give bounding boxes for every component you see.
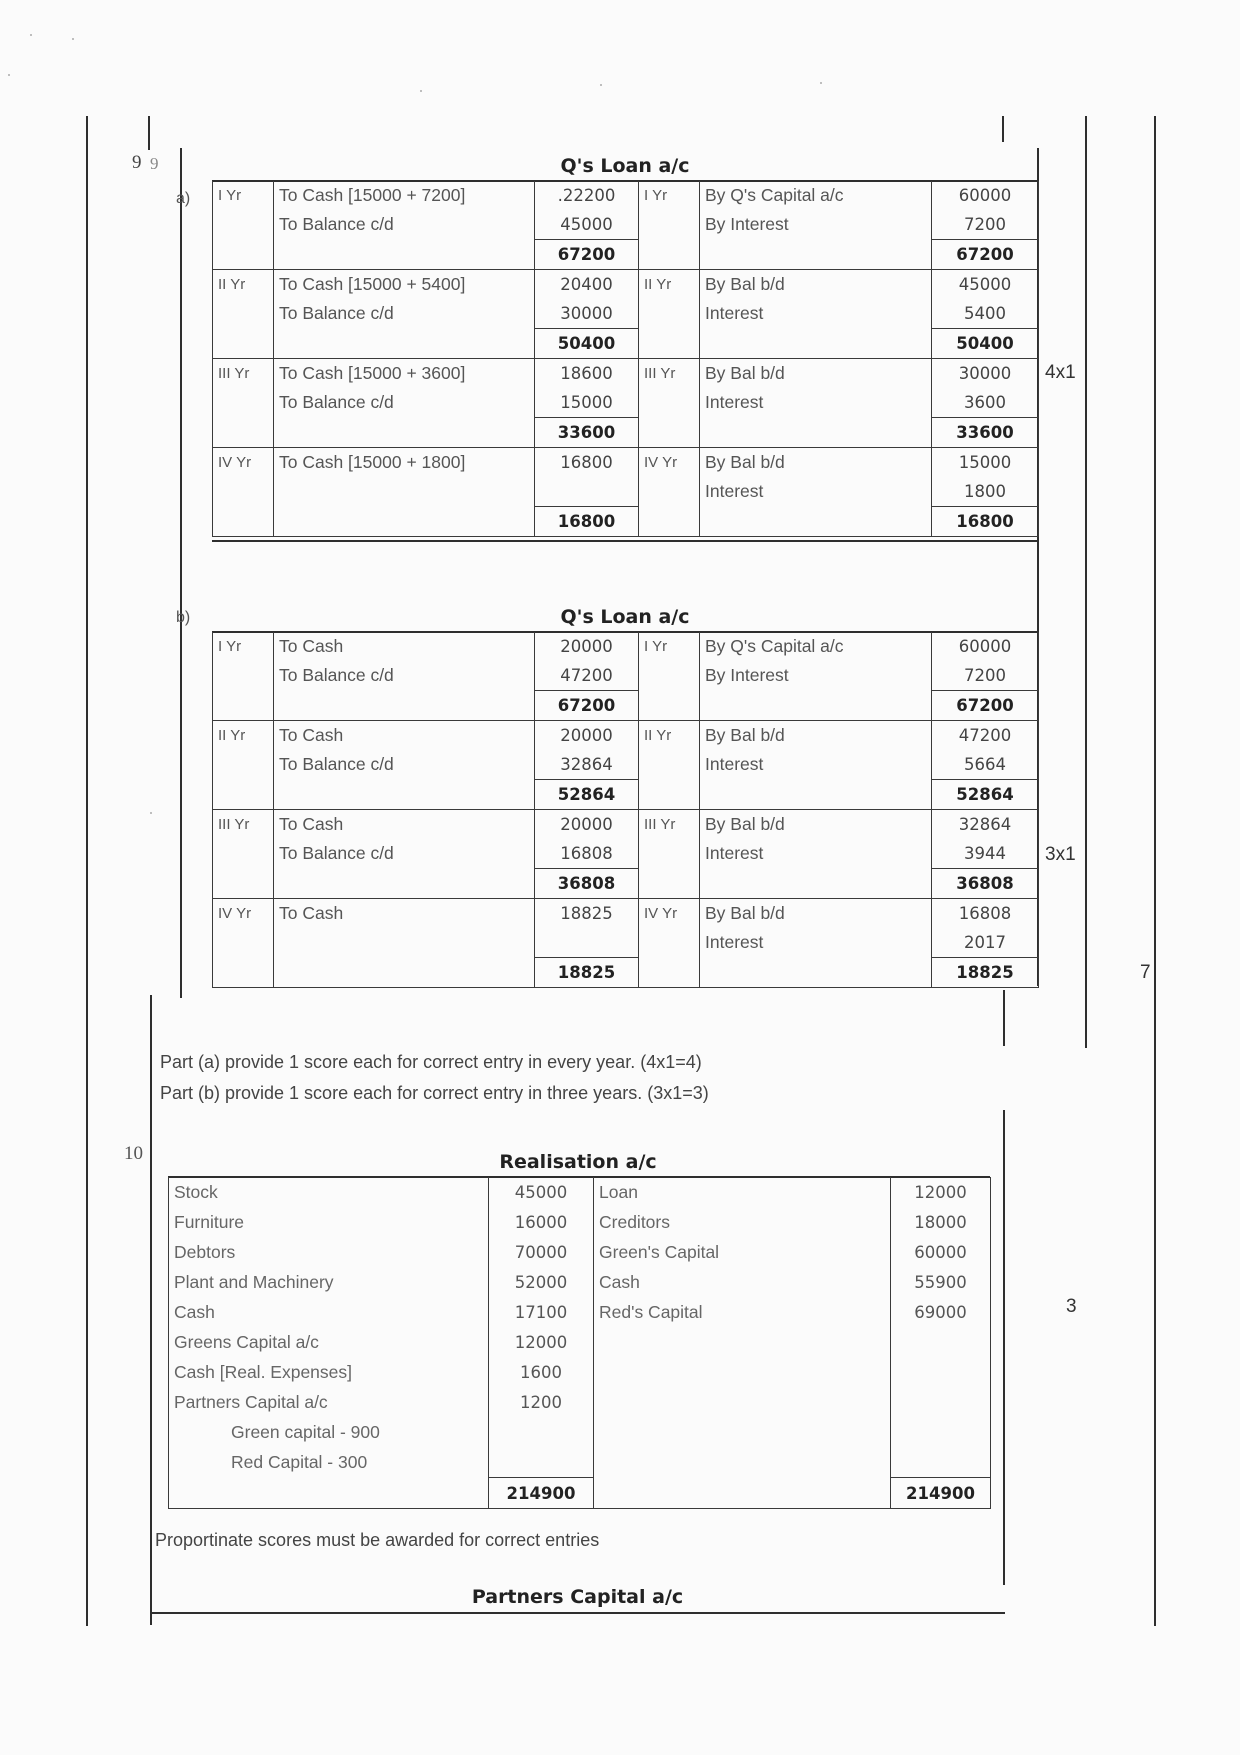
debit-amount: 32864 [535,750,639,780]
ledger-row [213,839,1039,869]
credit-particular: Creditors [594,1207,891,1237]
debit-particular: To Cash [15000 + 3600] [274,359,535,389]
credit-amount: 16808 [932,899,1039,929]
part-a-label: a) [176,190,191,207]
credit-particular: Cash [594,1267,891,1297]
debit-amount: 20000 [535,632,639,661]
year-label: I Yr [213,632,274,661]
credit-particular: Green's Capital [594,1237,891,1267]
part-b-label: b) [176,609,191,626]
debit-amount [535,928,639,958]
year-cell [213,958,274,988]
credit-particular-blank [700,418,932,448]
year-cell [213,240,274,270]
ledger-row [213,661,1039,691]
ledger-total-row [213,691,1039,721]
credit-year-cell [639,210,700,240]
ledger-total-row [213,780,1039,810]
part-a-loan-ledger [212,181,1039,537]
credit-particular-blank [700,507,932,537]
ledger-row [213,750,1039,780]
debit-particular: Cash [Real. Expenses] [169,1357,489,1387]
credit-total: 18825 [932,958,1039,988]
debit-total: 67200 [535,691,639,721]
credit-particular: By Q's Capital a/c [700,632,932,661]
debit-amount: 20000 [535,721,639,751]
debit-amount: 20000 [535,810,639,840]
debit-amount [535,477,639,507]
credit-amount [891,1417,991,1447]
debit-total: 18825 [535,958,639,988]
debit-amount: 18825 [535,899,639,929]
credit-amount: 7200 [932,661,1039,691]
debit-total: 33600 [535,418,639,448]
debit-amount [489,1447,594,1478]
credit-year-label: II Yr [639,270,700,300]
year-cell [213,691,274,721]
credit-year-cell [639,299,700,329]
scan-speck [820,82,822,84]
credit-particular: Interest [700,388,932,418]
q10-mark: 3 [1066,1296,1077,1317]
credit-total: 33600 [932,418,1039,448]
credit-particular: By Bal b/d [700,721,932,751]
debit-amount: 47200 [535,661,639,691]
ledger-total-row [213,240,1039,270]
question-number-10: 10 [124,1143,143,1164]
debit-total: 16800 [535,507,639,537]
credit-total: 214900 [891,1478,991,1509]
year-cell [213,210,274,240]
scan-speck [72,38,74,40]
year-label: IV Yr [213,899,274,929]
ledger-row [213,299,1039,329]
credit-particular-blank [700,691,932,721]
credit-particular-blank [700,869,932,899]
year-cell [213,661,274,691]
debit-amount: 30000 [535,299,639,329]
credit-amount: 60000 [891,1237,991,1267]
q9-table-right-tick [1002,116,1004,142]
debit-particular-blank [274,507,535,537]
credit-amount [891,1447,991,1478]
ledger-row [213,477,1039,507]
debit-amount: 70000 [489,1237,594,1267]
year-label: III Yr [213,810,274,840]
debit-particular: To Balance c/d [274,661,535,691]
year-cell [213,329,274,359]
debit-total: 214900 [489,1478,594,1509]
credit-particular-blank [700,329,932,359]
debit-particular-blank [274,240,535,270]
ledger-row [169,1447,991,1478]
credit-amount [891,1357,991,1387]
debit-amount: 17100 [489,1297,594,1327]
debit-particular: Partners Capital a/c [169,1387,489,1417]
debit-particular: Green capital - 900 [169,1417,489,1447]
debit-amount: 45000 [535,210,639,240]
year-cell [213,839,274,869]
credit-amount: 60000 [932,632,1039,661]
debit-amount: 45000 [489,1177,594,1207]
q10-bottom-rule [150,1612,1005,1614]
q9-total-mark: 7 [1140,962,1151,983]
credit-particular: By Interest [700,661,932,691]
q9-bottom-right-line [1003,990,1005,1046]
credit-amount: 3944 [932,839,1039,869]
credit-amount: 15000 [932,448,1039,478]
part-b-ledger-title: Q's Loan a/c [560,606,690,628]
debit-particular: To Cash [15000 + 5400] [274,270,535,300]
credit-particular: By Bal b/d [700,810,932,840]
credit-particular: By Bal b/d [700,270,932,300]
q9-note-a: Part (a) provide 1 score each for correct entry in every year. (4x1=4) [160,1052,702,1072]
part-a-mark: 4x1 [1045,362,1076,383]
credit-amount: 69000 [891,1297,991,1327]
credit-particular: By Bal b/d [700,899,932,929]
ledger-row [213,181,1039,210]
credit-year-label: IV Yr [639,448,700,478]
credit-year-cell [639,329,700,359]
debit-particular: To Cash [274,899,535,929]
credit-particular: Loan [594,1177,891,1207]
debit-total: 36808 [535,869,639,899]
ledger-row [169,1327,991,1357]
credit-amount: 1800 [932,477,1039,507]
question-number-9: 9 [132,152,142,173]
debit-particular: Greens Capital a/c [169,1327,489,1357]
debit-particular-blank [169,1478,489,1509]
credit-particular: Interest [700,299,932,329]
debit-particular: To Cash [274,632,535,661]
part-b-mark: 3x1 [1045,844,1076,865]
debit-total: 52864 [535,780,639,810]
question-number-9-faint: 9 [150,154,159,173]
credit-year-cell [639,839,700,869]
ledger-total-row [213,329,1039,359]
credit-year-label: II Yr [639,721,700,751]
part-a-ledger-title: Q's Loan a/c [560,155,690,177]
credit-particular-blank [700,958,932,988]
credit-year-cell [639,661,700,691]
credit-year-cell [639,418,700,448]
debit-particular [274,928,535,958]
ledger-row [169,1267,991,1297]
debit-particular: Furniture [169,1207,489,1237]
debit-particular: To Cash [15000 + 7200] [274,181,535,210]
credit-total: 50400 [932,329,1039,359]
credit-particular [594,1417,891,1447]
ledger-row [213,448,1039,478]
credit-amount: 47200 [932,721,1039,751]
credit-year-label: III Yr [639,810,700,840]
credit-particular-blank [700,240,932,270]
credit-particular [594,1357,891,1387]
ledger-total-row [213,507,1039,537]
realisation-title: Realisation a/c [499,1151,657,1173]
debit-particular-blank [274,869,535,899]
ledger-row [169,1387,991,1417]
credit-particular: By Bal b/d [700,359,932,389]
credit-particular-blank [594,1478,891,1509]
ledger-row [213,359,1039,389]
credit-amount: 55900 [891,1267,991,1297]
credit-amount: 60000 [932,181,1039,210]
debit-amount: 12000 [489,1327,594,1357]
debit-particular: Red Capital - 300 [169,1447,489,1478]
credit-amount [891,1387,991,1417]
ledger-row [213,388,1039,418]
scan-speck [420,90,422,92]
credit-year-label: IV Yr [639,899,700,929]
debit-amount: 16808 [535,839,639,869]
credit-total: 16800 [932,507,1039,537]
credit-particular: By Interest [700,210,932,240]
credit-year-cell [639,780,700,810]
debit-particular: Cash [169,1297,489,1327]
credit-amount: 7200 [932,210,1039,240]
debit-amount: 1600 [489,1357,594,1387]
debit-particular [274,477,535,507]
debit-particular: To Balance c/d [274,299,535,329]
ledger-total-row [213,418,1039,448]
debit-particular: To Balance c/d [274,388,535,418]
ledger-row [213,899,1039,929]
credit-amount: 32864 [932,810,1039,840]
debit-particular-blank [274,691,535,721]
credit-year-cell [639,388,700,418]
ledger-row [169,1177,991,1207]
credit-year-label: I Yr [639,632,700,661]
credit-amount: 2017 [932,928,1039,958]
ledger-row [213,270,1039,300]
scan-speck [600,84,602,86]
credit-particular: Interest [700,839,932,869]
credit-amount: 30000 [932,359,1039,389]
q9-note-b: Part (b) provide 1 score each for correct entry in three years. (3x1=3) [160,1083,709,1103]
credit-particular [594,1387,891,1417]
ledger-total-row [213,958,1039,988]
debit-particular: Plant and Machinery [169,1267,489,1297]
debit-particular-blank [274,780,535,810]
ledger-row [169,1297,991,1327]
credit-particular [594,1447,891,1478]
year-cell [213,507,274,537]
q9-mark-column-right-line [1085,116,1087,1048]
ledger-row [169,1417,991,1447]
debit-amount: 15000 [535,388,639,418]
debit-particular: To Cash [274,721,535,751]
debit-particular: Debtors [169,1237,489,1267]
ledger-row [169,1357,991,1387]
debit-amount: 16000 [489,1207,594,1237]
ledger-row [169,1207,991,1237]
debit-amount: 1200 [489,1387,594,1417]
credit-year-cell [639,507,700,537]
year-label: II Yr [213,721,274,751]
scan-speck [150,812,152,814]
realisation-ledger [168,1177,991,1509]
year-cell [213,418,274,448]
credit-amount: 18000 [891,1207,991,1237]
debit-particular: Stock [169,1177,489,1207]
credit-particular: By Bal b/d [700,448,932,478]
q9-sub-left-line [180,148,182,998]
credit-amount: 3600 [932,388,1039,418]
credit-particular: Interest [700,477,932,507]
ledger-row [213,721,1039,751]
credit-particular [594,1327,891,1357]
part-b-loan-ledger [212,632,1039,988]
ledger-row [213,928,1039,958]
debit-amount: 16800 [535,448,639,478]
q10-note: Proportinate scores must be awarded for correct entries [155,1530,600,1550]
debit-particular-blank [274,329,535,359]
credit-year-cell [639,958,700,988]
credit-amount: 12000 [891,1177,991,1207]
credit-total: 67200 [932,240,1039,270]
debit-particular: To Balance c/d [274,210,535,240]
ledger-row [213,810,1039,840]
credit-particular: Red's Capital [594,1297,891,1327]
q10-right-line [1003,1110,1005,1585]
q9-inner-left-line [148,116,150,150]
ledger-total-row [213,869,1039,899]
year-cell [213,388,274,418]
scan-speck [30,34,32,36]
credit-year-cell [639,750,700,780]
margin-line-left [86,116,88,1626]
margin-line-right [1154,116,1156,1626]
year-cell [213,869,274,899]
part-a-section-rule [212,540,1038,542]
year-cell [213,477,274,507]
credit-particular-blank [700,780,932,810]
credit-particular: Interest [700,928,932,958]
credit-amount [891,1327,991,1357]
q10-left-line [150,995,152,1625]
debit-particular: To Cash [274,810,535,840]
debit-amount: 20400 [535,270,639,300]
debit-amount: 18600 [535,359,639,389]
debit-particular: To Balance c/d [274,750,535,780]
credit-year-cell [639,869,700,899]
credit-year-cell [639,928,700,958]
credit-particular: By Q's Capital a/c [700,181,932,210]
year-label: IV Yr [213,448,274,478]
ledger-row [213,210,1039,240]
year-cell [213,928,274,958]
credit-year-cell [639,240,700,270]
ledger-total-row [169,1478,991,1509]
credit-amount: 45000 [932,270,1039,300]
credit-particular: Interest [700,750,932,780]
debit-particular-blank [274,418,535,448]
debit-amount: .22200 [535,181,639,210]
ledger-row [213,632,1039,661]
scan-speck [8,74,10,76]
debit-particular: To Cash [15000 + 1800] [274,448,535,478]
credit-year-label: III Yr [639,359,700,389]
debit-particular-blank [274,958,535,988]
partners-capital-title: Partners Capital a/c [471,1586,684,1608]
year-label: I Yr [213,181,274,210]
year-label: II Yr [213,270,274,300]
credit-total: 52864 [932,780,1039,810]
year-cell [213,750,274,780]
year-cell [213,780,274,810]
credit-year-cell [639,477,700,507]
credit-total: 36808 [932,869,1039,899]
debit-amount: 52000 [489,1267,594,1297]
debit-total: 67200 [535,240,639,270]
credit-total: 67200 [932,691,1039,721]
debit-total: 50400 [535,329,639,359]
ledger-row [169,1237,991,1267]
credit-year-label: I Yr [639,181,700,210]
year-cell [213,299,274,329]
credit-amount: 5664 [932,750,1039,780]
debit-particular: To Balance c/d [274,839,535,869]
debit-amount [489,1417,594,1447]
credit-year-cell [639,691,700,721]
credit-amount: 5400 [932,299,1039,329]
year-label: III Yr [213,359,274,389]
